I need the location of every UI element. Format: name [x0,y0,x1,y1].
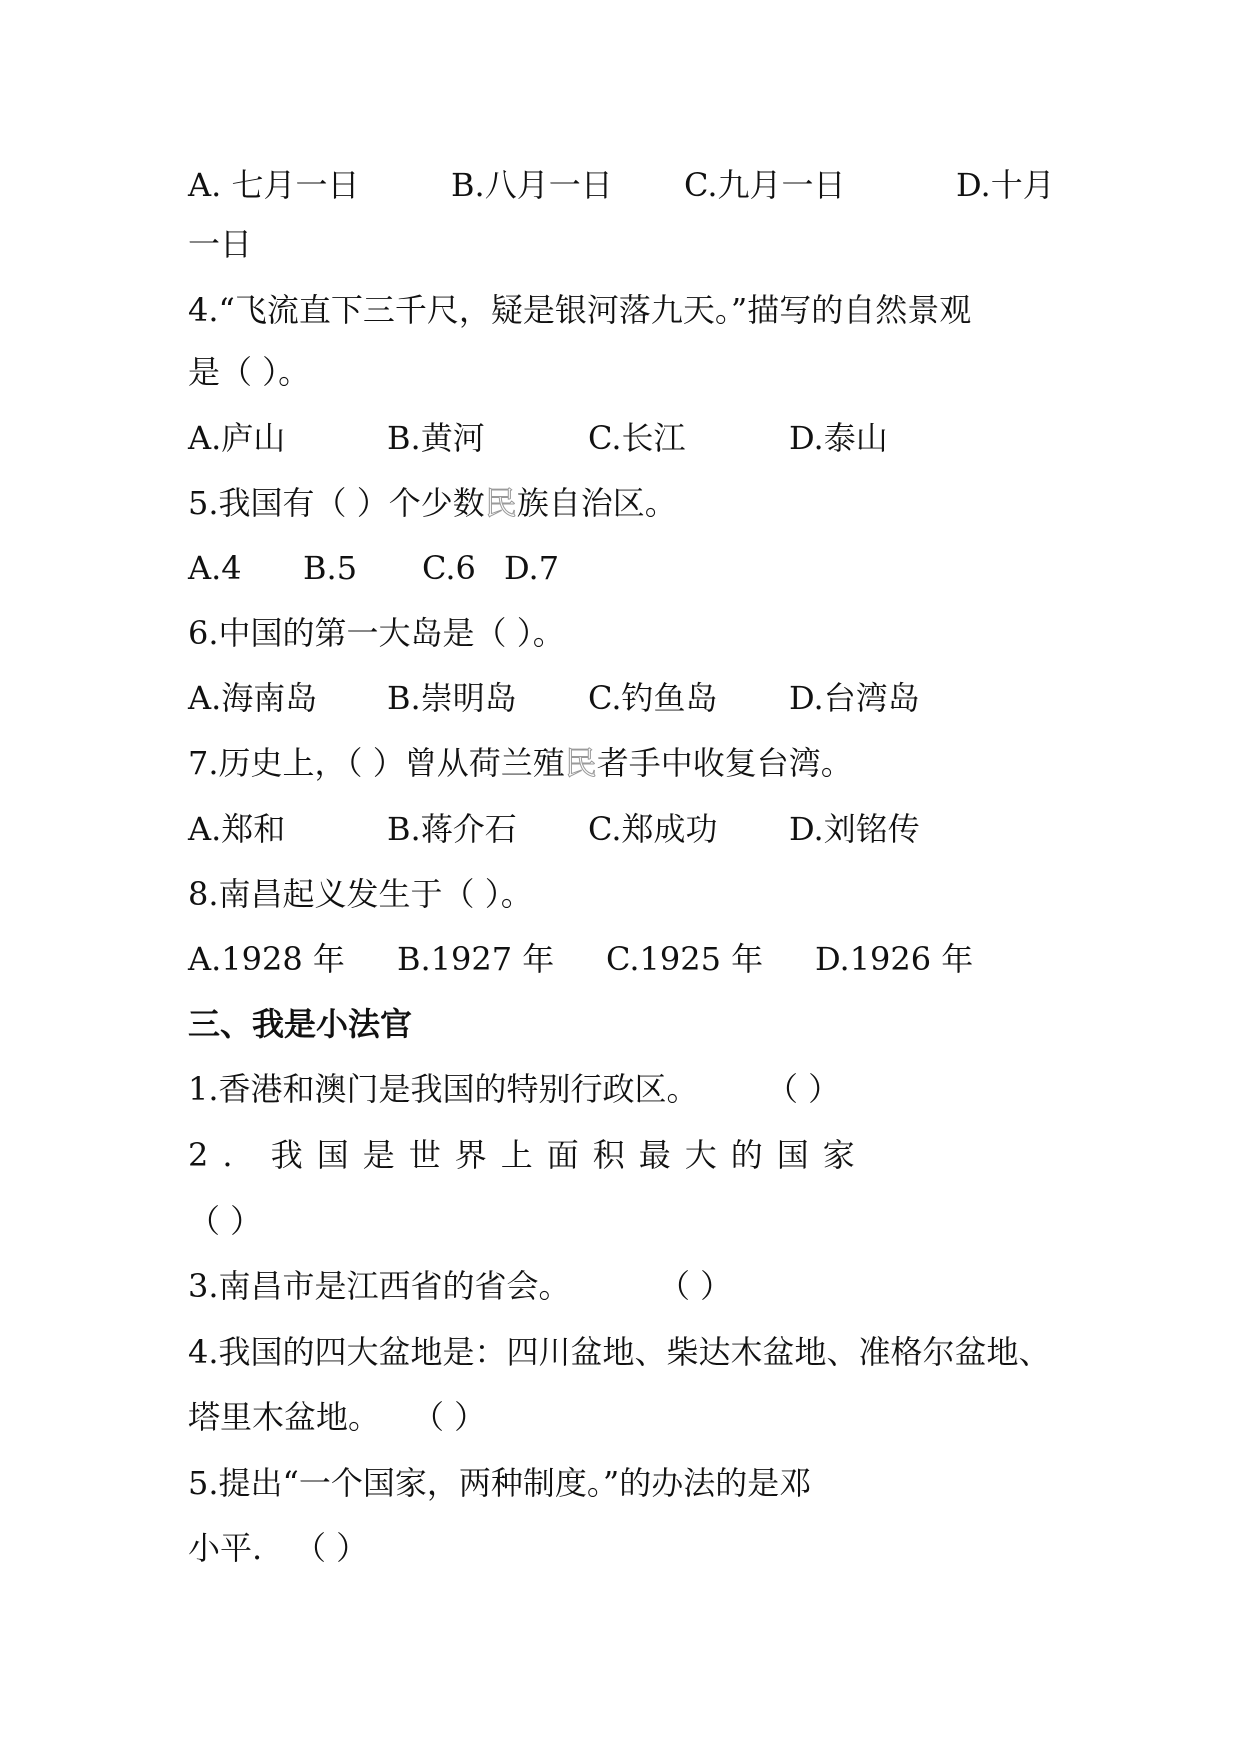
q5-option-c: C.6 [422,549,476,587]
q5-faint-char: 民 [484,484,517,522]
s3-item-5-blank: （ ） [294,1529,369,1567]
s3-item-2-text: 2. 我国是世界上面积最大的国家 [188,1136,869,1174]
q5-question-pre: 5.我国有（ ）个少数 [188,484,485,522]
q7-question-pre: 7.历史上，（ ）曾从荷兰殖 [188,744,565,782]
s3-item-1-text: 1.香港和澳门是我国的特别行政区。 [188,1070,699,1108]
q4-option-d: D.泰山 [789,419,888,457]
s3-item-3-text: 3.南昌市是江西省的省会。 [188,1267,571,1305]
q4-option-b: B.黄河 [387,419,485,457]
q5-option-a: A.4 [188,549,242,587]
s3-item-1 [188,1065,841,1113]
q6-question: 6.中国的第一大岛是（ ）。 [188,614,565,652]
q3-option-d: D.十月 [956,166,1055,204]
q7-question-post: 者手中收复台湾。 [596,744,853,782]
q3-option-d-cont: 一日 [188,225,253,263]
q8-option-a: A.1928 年 [188,940,345,978]
q5-question-post: 族自治区。 [516,484,677,522]
q8-option-c: C.1925 年 [606,940,764,978]
s3-item-1-blank: （ ） [766,1070,841,1108]
q4-question-cont: 是（ ）。 [188,353,311,391]
q8-option-d: D.1926 年 [815,940,974,978]
q6-option-c: C.钓鱼岛 [588,679,718,717]
q3-option-c: C.九月一日 [684,166,846,204]
q7-faint-char: 民 [564,744,597,782]
q4-question: 4.“飞流直下三千尺，疑是银河落九天。”描写的自然景观 [188,291,972,329]
s3-item-5-text: 5.提出“一个国家，两种制度。”的办法的是邓 [188,1464,812,1502]
q7-option-b: B.蒋介石 [387,810,517,848]
s3-item-5-cont-text: 小平. [188,1529,263,1567]
section3-title: 三、我是小法官 [188,1005,413,1043]
q5-option-b: B.5 [303,549,358,587]
s3-item-4-cont [188,1393,487,1441]
q7-option-a: A.郑和 [188,810,286,848]
q3-option-a: A. 七月一日 [188,166,360,204]
s3-item-4-blank: （ ） [412,1398,487,1436]
q7-option-c: C.郑成功 [588,810,718,848]
s3-item-2-blank: （ ） [188,1202,263,1240]
s3-item-3 [188,1262,733,1310]
q3-option-b: B.八月一日 [451,166,613,204]
q6-option-b: B.崇明岛 [387,679,517,717]
q8-question: 8.南昌起义发生于（ ）。 [188,875,533,913]
q6-option-a: A.海南岛 [188,679,318,717]
q4-option-a: A.庐山 [188,419,286,457]
s3-item-4-cont-text: 塔里木盆地。 [188,1398,381,1436]
q8-option-b: B.1927 年 [397,940,555,978]
s3-item-3-blank: （ ） [658,1267,733,1305]
q7-question [188,739,853,787]
s3-item-4-text: 4.我国的四大盆地是：四川盆地、柴达木盆地、准格尔盆地、 [188,1333,1051,1371]
q5-option-d: D.7 [504,549,560,587]
q6-option-d: D.台湾岛 [789,679,920,717]
s3-item-5-cont [188,1524,369,1572]
q7-option-d: D.刘铭传 [789,810,920,848]
q4-option-c: C.长江 [588,419,686,457]
q5-question [188,479,677,527]
